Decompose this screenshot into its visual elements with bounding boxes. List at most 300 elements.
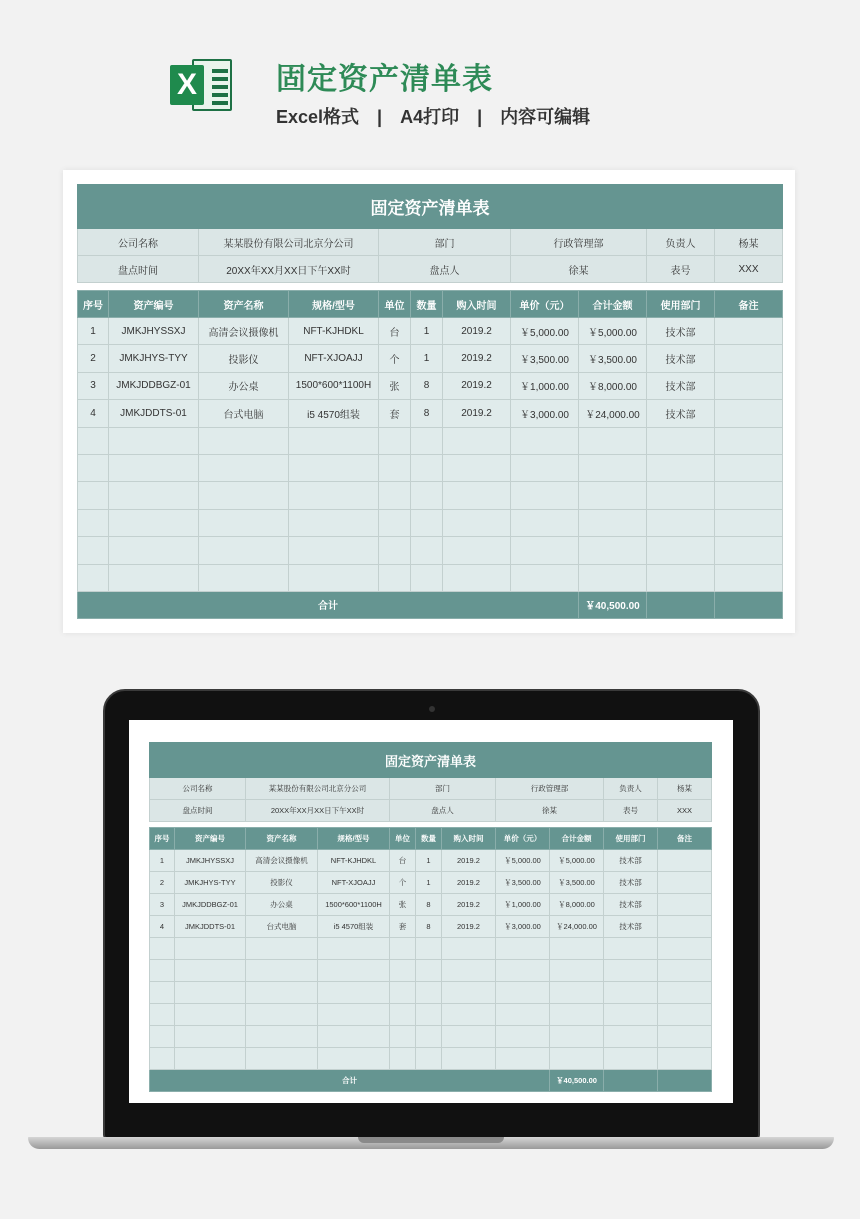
table-row xyxy=(150,982,712,1004)
table-cell xyxy=(416,938,442,960)
table-cell: NFT-XJOAJJ xyxy=(318,872,390,894)
total-value: ￥40,500.00 xyxy=(550,1070,604,1092)
table-cell xyxy=(511,427,579,454)
table-row xyxy=(78,427,783,454)
table-cell: 2019.2 xyxy=(443,345,511,372)
table-cell xyxy=(442,1048,496,1070)
column-header: 购入时间 xyxy=(442,828,496,850)
table-cell: ￥24,000.00 xyxy=(550,916,604,938)
table-cell xyxy=(199,509,289,536)
table-cell xyxy=(109,564,199,591)
table-cell xyxy=(416,960,442,982)
table-cell xyxy=(109,537,199,564)
table-cell: NFT-XJOAJJ xyxy=(289,345,379,372)
column-header: 资产名称 xyxy=(199,291,289,318)
info-label: 部门 xyxy=(379,229,511,256)
info-value: 杨某 xyxy=(658,778,712,800)
table-cell xyxy=(150,982,175,1004)
table-cell xyxy=(658,938,712,960)
column-header: 规格/型号 xyxy=(318,828,390,850)
table-cell: 2019.2 xyxy=(443,372,511,399)
table-cell xyxy=(715,318,783,345)
table-cell xyxy=(511,564,579,591)
table-cell xyxy=(246,1004,318,1026)
column-header: 合计金额 xyxy=(579,291,647,318)
page-title: 固定资产清单表 xyxy=(276,63,493,96)
table-cell xyxy=(289,454,379,481)
table-cell xyxy=(78,454,109,481)
table-row xyxy=(150,1026,712,1048)
table-cell: 1500*600*1100H xyxy=(318,894,390,916)
table-cell: 技术部 xyxy=(647,372,715,399)
table-cell xyxy=(246,1026,318,1048)
table-cell xyxy=(550,1048,604,1070)
info-value: 某某股份有限公司北京分公司 xyxy=(246,778,390,800)
tag-separator: | xyxy=(477,107,483,127)
info-row xyxy=(78,256,783,283)
table-cell: 4 xyxy=(78,400,109,427)
info-value: XXX xyxy=(715,256,783,283)
column-header: 资产名称 xyxy=(246,828,318,850)
info-value: 20XX年XX月XX日下午XX时 xyxy=(246,800,390,822)
table-cell xyxy=(289,564,379,591)
table-cell xyxy=(109,482,199,509)
table-cell xyxy=(715,345,783,372)
table-cell xyxy=(379,482,411,509)
column-header: 数量 xyxy=(411,291,443,318)
table-cell xyxy=(550,938,604,960)
table-cell: 3 xyxy=(78,372,109,399)
table-cell: ￥3,500.00 xyxy=(550,872,604,894)
table-cell: 个 xyxy=(379,345,411,372)
table-cell: 1500*600*1100H xyxy=(289,372,379,399)
total-row xyxy=(78,591,783,618)
table-cell: ￥8,000.00 xyxy=(550,894,604,916)
info-row xyxy=(150,800,712,822)
table-cell xyxy=(715,400,783,427)
info-value: 徐某 xyxy=(511,256,647,283)
table-cell xyxy=(175,938,246,960)
table-cell xyxy=(715,509,783,536)
table-cell xyxy=(658,1048,712,1070)
table-cell xyxy=(443,537,511,564)
total-label: 合计 xyxy=(150,1070,550,1092)
table-cell xyxy=(78,427,109,454)
table-cell xyxy=(318,1048,390,1070)
table-cell xyxy=(658,1026,712,1048)
info-value: 行政管理部 xyxy=(511,229,647,256)
table-cell xyxy=(604,1026,658,1048)
table-cell: 2019.2 xyxy=(442,850,496,872)
table-cell: ￥3,500.00 xyxy=(496,872,550,894)
table-cell xyxy=(496,1048,550,1070)
column-header: 单位 xyxy=(390,828,416,850)
table-row xyxy=(150,1048,712,1070)
column-header: 资产编号 xyxy=(175,828,246,850)
table-cell xyxy=(246,938,318,960)
column-header: 单价（元） xyxy=(511,291,579,318)
table-cell: 技术部 xyxy=(604,850,658,872)
table-row xyxy=(150,1004,712,1026)
tag-separator: | xyxy=(377,107,383,127)
table-cell xyxy=(647,509,715,536)
table-cell xyxy=(78,564,109,591)
table-cell xyxy=(579,482,647,509)
table-row xyxy=(150,916,712,938)
table-cell xyxy=(511,509,579,536)
table-cell xyxy=(411,537,443,564)
table-cell xyxy=(647,482,715,509)
table-cell xyxy=(604,1048,658,1070)
table-cell: 技术部 xyxy=(647,318,715,345)
table-cell xyxy=(658,982,712,1004)
table-cell: JMKJHYSSXJ xyxy=(109,318,199,345)
table-cell: 台 xyxy=(379,318,411,345)
table-row xyxy=(78,372,783,399)
sheet-preview-card xyxy=(63,170,795,633)
table-cell xyxy=(604,982,658,1004)
table-cell xyxy=(109,454,199,481)
column-header: 单位 xyxy=(379,291,411,318)
table-cell xyxy=(390,1048,416,1070)
table-cell xyxy=(579,454,647,481)
table-cell: 1 xyxy=(411,345,443,372)
table-cell: NFT-KJHDKL xyxy=(289,318,379,345)
table-cell xyxy=(109,509,199,536)
info-label: 部门 xyxy=(390,778,496,800)
table-cell: JMKJHYS-TYY xyxy=(109,345,199,372)
table-cell xyxy=(511,537,579,564)
asset-list-table xyxy=(77,184,783,619)
column-header: 规格/型号 xyxy=(289,291,379,318)
table-cell xyxy=(416,1026,442,1048)
tag-format: Excel格式 xyxy=(276,107,360,127)
table-cell xyxy=(411,564,443,591)
table-cell: 2 xyxy=(150,872,175,894)
table-cell xyxy=(442,1026,496,1048)
table-cell xyxy=(199,564,289,591)
table-cell xyxy=(658,916,712,938)
table-cell: 套 xyxy=(390,916,416,938)
table-cell: 3 xyxy=(150,894,175,916)
table-cell: 个 xyxy=(390,872,416,894)
sheet-title: 固定资产清单表 xyxy=(78,185,783,229)
table-cell xyxy=(246,982,318,1004)
table-cell xyxy=(647,537,715,564)
laptop-notch xyxy=(358,1137,504,1143)
laptop-screen xyxy=(129,720,733,1103)
camera-icon xyxy=(429,706,435,712)
table-cell xyxy=(442,982,496,1004)
table-cell xyxy=(511,454,579,481)
table-cell xyxy=(150,1048,175,1070)
table-cell xyxy=(411,509,443,536)
table-cell: ￥24,000.00 xyxy=(579,400,647,427)
column-header: 数量 xyxy=(416,828,442,850)
table-cell: ￥5,000.00 xyxy=(511,318,579,345)
asset-list-table-mini xyxy=(149,742,712,1092)
table-cell xyxy=(411,427,443,454)
column-header: 单价（元） xyxy=(496,828,550,850)
table-cell xyxy=(579,564,647,591)
table-cell xyxy=(443,564,511,591)
table-cell xyxy=(442,960,496,982)
table-cell xyxy=(658,1004,712,1026)
table-cell: 台式电脑 xyxy=(246,916,318,938)
table-cell: ￥5,000.00 xyxy=(579,318,647,345)
table-cell xyxy=(199,482,289,509)
table-cell xyxy=(496,1004,550,1026)
table-cell xyxy=(411,482,443,509)
table-cell: 2019.2 xyxy=(443,400,511,427)
table-cell xyxy=(150,1026,175,1048)
column-header: 资产编号 xyxy=(109,291,199,318)
table-cell: 张 xyxy=(379,372,411,399)
total-value: ￥40,500.00 xyxy=(579,591,647,618)
table-cell: JMKJHYS-TYY xyxy=(175,872,246,894)
info-row xyxy=(150,778,712,800)
table-cell xyxy=(647,454,715,481)
table-cell: 办公桌 xyxy=(246,894,318,916)
table-cell xyxy=(289,427,379,454)
table-cell xyxy=(379,454,411,481)
info-label: 盘点人 xyxy=(390,800,496,822)
table-cell: ￥1,000.00 xyxy=(496,894,550,916)
column-header: 使用部门 xyxy=(647,291,715,318)
info-value: 某某股份有限公司北京分公司 xyxy=(199,229,379,256)
info-value: 行政管理部 xyxy=(496,778,604,800)
table-cell xyxy=(379,537,411,564)
table-cell xyxy=(199,537,289,564)
table-cell xyxy=(78,482,109,509)
table-cell xyxy=(289,509,379,536)
table-cell xyxy=(647,427,715,454)
table-row xyxy=(78,509,783,536)
table-cell: ￥5,000.00 xyxy=(496,850,550,872)
table-cell: 套 xyxy=(379,400,411,427)
table-row xyxy=(150,872,712,894)
table-cell xyxy=(390,938,416,960)
table-cell xyxy=(390,1004,416,1026)
info-label: 表号 xyxy=(604,800,658,822)
table-cell: 高清会议摄像机 xyxy=(246,850,318,872)
column-header: 序号 xyxy=(150,828,175,850)
excel-logo-icon: X xyxy=(170,55,234,115)
table-cell: 1 xyxy=(411,318,443,345)
tag-editable: 内容可编辑 xyxy=(500,107,591,127)
tag-print: A4打印 xyxy=(400,107,460,127)
table-cell: 1 xyxy=(416,872,442,894)
column-header: 备注 xyxy=(658,828,712,850)
table-cell: 办公桌 xyxy=(199,372,289,399)
table-cell xyxy=(246,960,318,982)
info-label: 表号 xyxy=(647,256,715,283)
info-row xyxy=(78,229,783,256)
table-cell xyxy=(199,454,289,481)
table-cell xyxy=(658,894,712,916)
table-cell xyxy=(411,454,443,481)
table-cell: 1 xyxy=(416,850,442,872)
table-cell xyxy=(379,509,411,536)
info-label: 盘点时间 xyxy=(78,256,199,283)
table-cell: 2019.2 xyxy=(442,872,496,894)
table-cell xyxy=(289,482,379,509)
table-cell: 2019.2 xyxy=(442,894,496,916)
table-cell xyxy=(175,1048,246,1070)
table-row xyxy=(78,400,783,427)
table-row xyxy=(150,894,712,916)
table-cell xyxy=(715,427,783,454)
table-cell xyxy=(579,537,647,564)
table-cell: 技术部 xyxy=(604,872,658,894)
table-cell: 投影仪 xyxy=(199,345,289,372)
table-cell xyxy=(416,1004,442,1026)
table-cell: ￥1,000.00 xyxy=(511,372,579,399)
info-label: 负责人 xyxy=(604,778,658,800)
table-cell xyxy=(318,1004,390,1026)
table-cell xyxy=(496,960,550,982)
table-cell: JMKJDDBGZ-01 xyxy=(109,372,199,399)
table-cell: 台式电脑 xyxy=(199,400,289,427)
table-cell xyxy=(150,1004,175,1026)
table-cell: 1 xyxy=(150,850,175,872)
table-cell: 8 xyxy=(416,916,442,938)
table-cell xyxy=(379,564,411,591)
table-cell: JMKJDDBGZ-01 xyxy=(175,894,246,916)
table-row xyxy=(78,454,783,481)
table-cell: JMKJDDTS-01 xyxy=(109,400,199,427)
table-cell: 台 xyxy=(390,850,416,872)
info-value: 20XX年XX月XX日下午XX时 xyxy=(199,256,379,283)
table-cell: ￥3,000.00 xyxy=(496,916,550,938)
info-value: XXX xyxy=(658,800,712,822)
table-cell: 4 xyxy=(150,916,175,938)
table-cell xyxy=(78,537,109,564)
table-cell xyxy=(442,1004,496,1026)
table-cell xyxy=(78,509,109,536)
info-value: 徐某 xyxy=(496,800,604,822)
table-cell xyxy=(109,427,199,454)
table-cell xyxy=(658,850,712,872)
column-header: 购入时间 xyxy=(443,291,511,318)
table-cell xyxy=(318,960,390,982)
table-cell: 8 xyxy=(411,400,443,427)
table-cell: ￥3,000.00 xyxy=(511,400,579,427)
table-cell: ￥5,000.00 xyxy=(550,850,604,872)
table-cell xyxy=(496,938,550,960)
promo-header xyxy=(0,0,860,150)
table-cell xyxy=(604,960,658,982)
total-empty xyxy=(647,591,715,618)
table-cell xyxy=(715,537,783,564)
info-value: 杨某 xyxy=(715,229,783,256)
info-label: 负责人 xyxy=(647,229,715,256)
table-cell xyxy=(318,938,390,960)
column-header: 使用部门 xyxy=(604,828,658,850)
info-label: 盘点时间 xyxy=(150,800,246,822)
table-row xyxy=(150,938,712,960)
table-cell xyxy=(390,960,416,982)
table-cell: 2019.2 xyxy=(442,916,496,938)
total-empty xyxy=(715,591,783,618)
table-row xyxy=(150,960,712,982)
spacer xyxy=(78,283,783,291)
table-cell: 技术部 xyxy=(604,894,658,916)
table-row xyxy=(78,564,783,591)
table-cell xyxy=(318,1026,390,1048)
table-cell: 技术部 xyxy=(604,916,658,938)
table-cell xyxy=(246,1048,318,1070)
table-cell xyxy=(604,1004,658,1026)
column-header: 备注 xyxy=(715,291,783,318)
table-cell: JMKJHYSSXJ xyxy=(175,850,246,872)
table-cell xyxy=(390,982,416,1004)
table-cell: 技术部 xyxy=(647,345,715,372)
table-cell xyxy=(550,982,604,1004)
table-cell: ￥3,500.00 xyxy=(579,345,647,372)
table-cell: 2019.2 xyxy=(443,318,511,345)
table-cell: 1 xyxy=(78,318,109,345)
table-row xyxy=(78,345,783,372)
table-cell: i5 4570组装 xyxy=(289,400,379,427)
table-cell: 2 xyxy=(78,345,109,372)
table-cell xyxy=(715,564,783,591)
table-cell xyxy=(443,482,511,509)
table-cell xyxy=(443,427,511,454)
table-cell xyxy=(715,482,783,509)
table-cell xyxy=(715,454,783,481)
total-empty xyxy=(604,1070,658,1092)
table-cell xyxy=(175,982,246,1004)
table-cell xyxy=(442,938,496,960)
total-empty xyxy=(658,1070,712,1092)
table-cell: 投影仪 xyxy=(246,872,318,894)
table-cell xyxy=(175,960,246,982)
table-cell xyxy=(715,372,783,399)
table-row xyxy=(78,318,783,345)
table-cell xyxy=(511,482,579,509)
table-cell xyxy=(579,509,647,536)
table-cell xyxy=(318,982,390,1004)
table-cell xyxy=(550,1026,604,1048)
info-label: 公司名称 xyxy=(150,778,246,800)
table-cell: ￥3,500.00 xyxy=(511,345,579,372)
total-row xyxy=(150,1070,712,1092)
table-cell xyxy=(443,509,511,536)
table-cell: ￥8,000.00 xyxy=(579,372,647,399)
table-cell xyxy=(199,427,289,454)
table-cell xyxy=(647,564,715,591)
info-label: 盘点人 xyxy=(379,256,511,283)
total-label: 合计 xyxy=(78,591,579,618)
table-cell: 8 xyxy=(416,894,442,916)
table-cell xyxy=(379,427,411,454)
table-cell xyxy=(416,1048,442,1070)
table-cell xyxy=(496,1026,550,1048)
table-cell xyxy=(175,1004,246,1026)
feature-tags xyxy=(276,103,590,129)
table-row xyxy=(150,850,712,872)
table-row xyxy=(78,482,783,509)
table-cell xyxy=(550,960,604,982)
table-cell xyxy=(604,938,658,960)
info-label: 公司名称 xyxy=(78,229,199,256)
table-cell: 张 xyxy=(390,894,416,916)
table-cell xyxy=(289,537,379,564)
table-cell xyxy=(150,938,175,960)
table-cell: 高清会议摄像机 xyxy=(199,318,289,345)
table-cell: JMKJDDTS-01 xyxy=(175,916,246,938)
